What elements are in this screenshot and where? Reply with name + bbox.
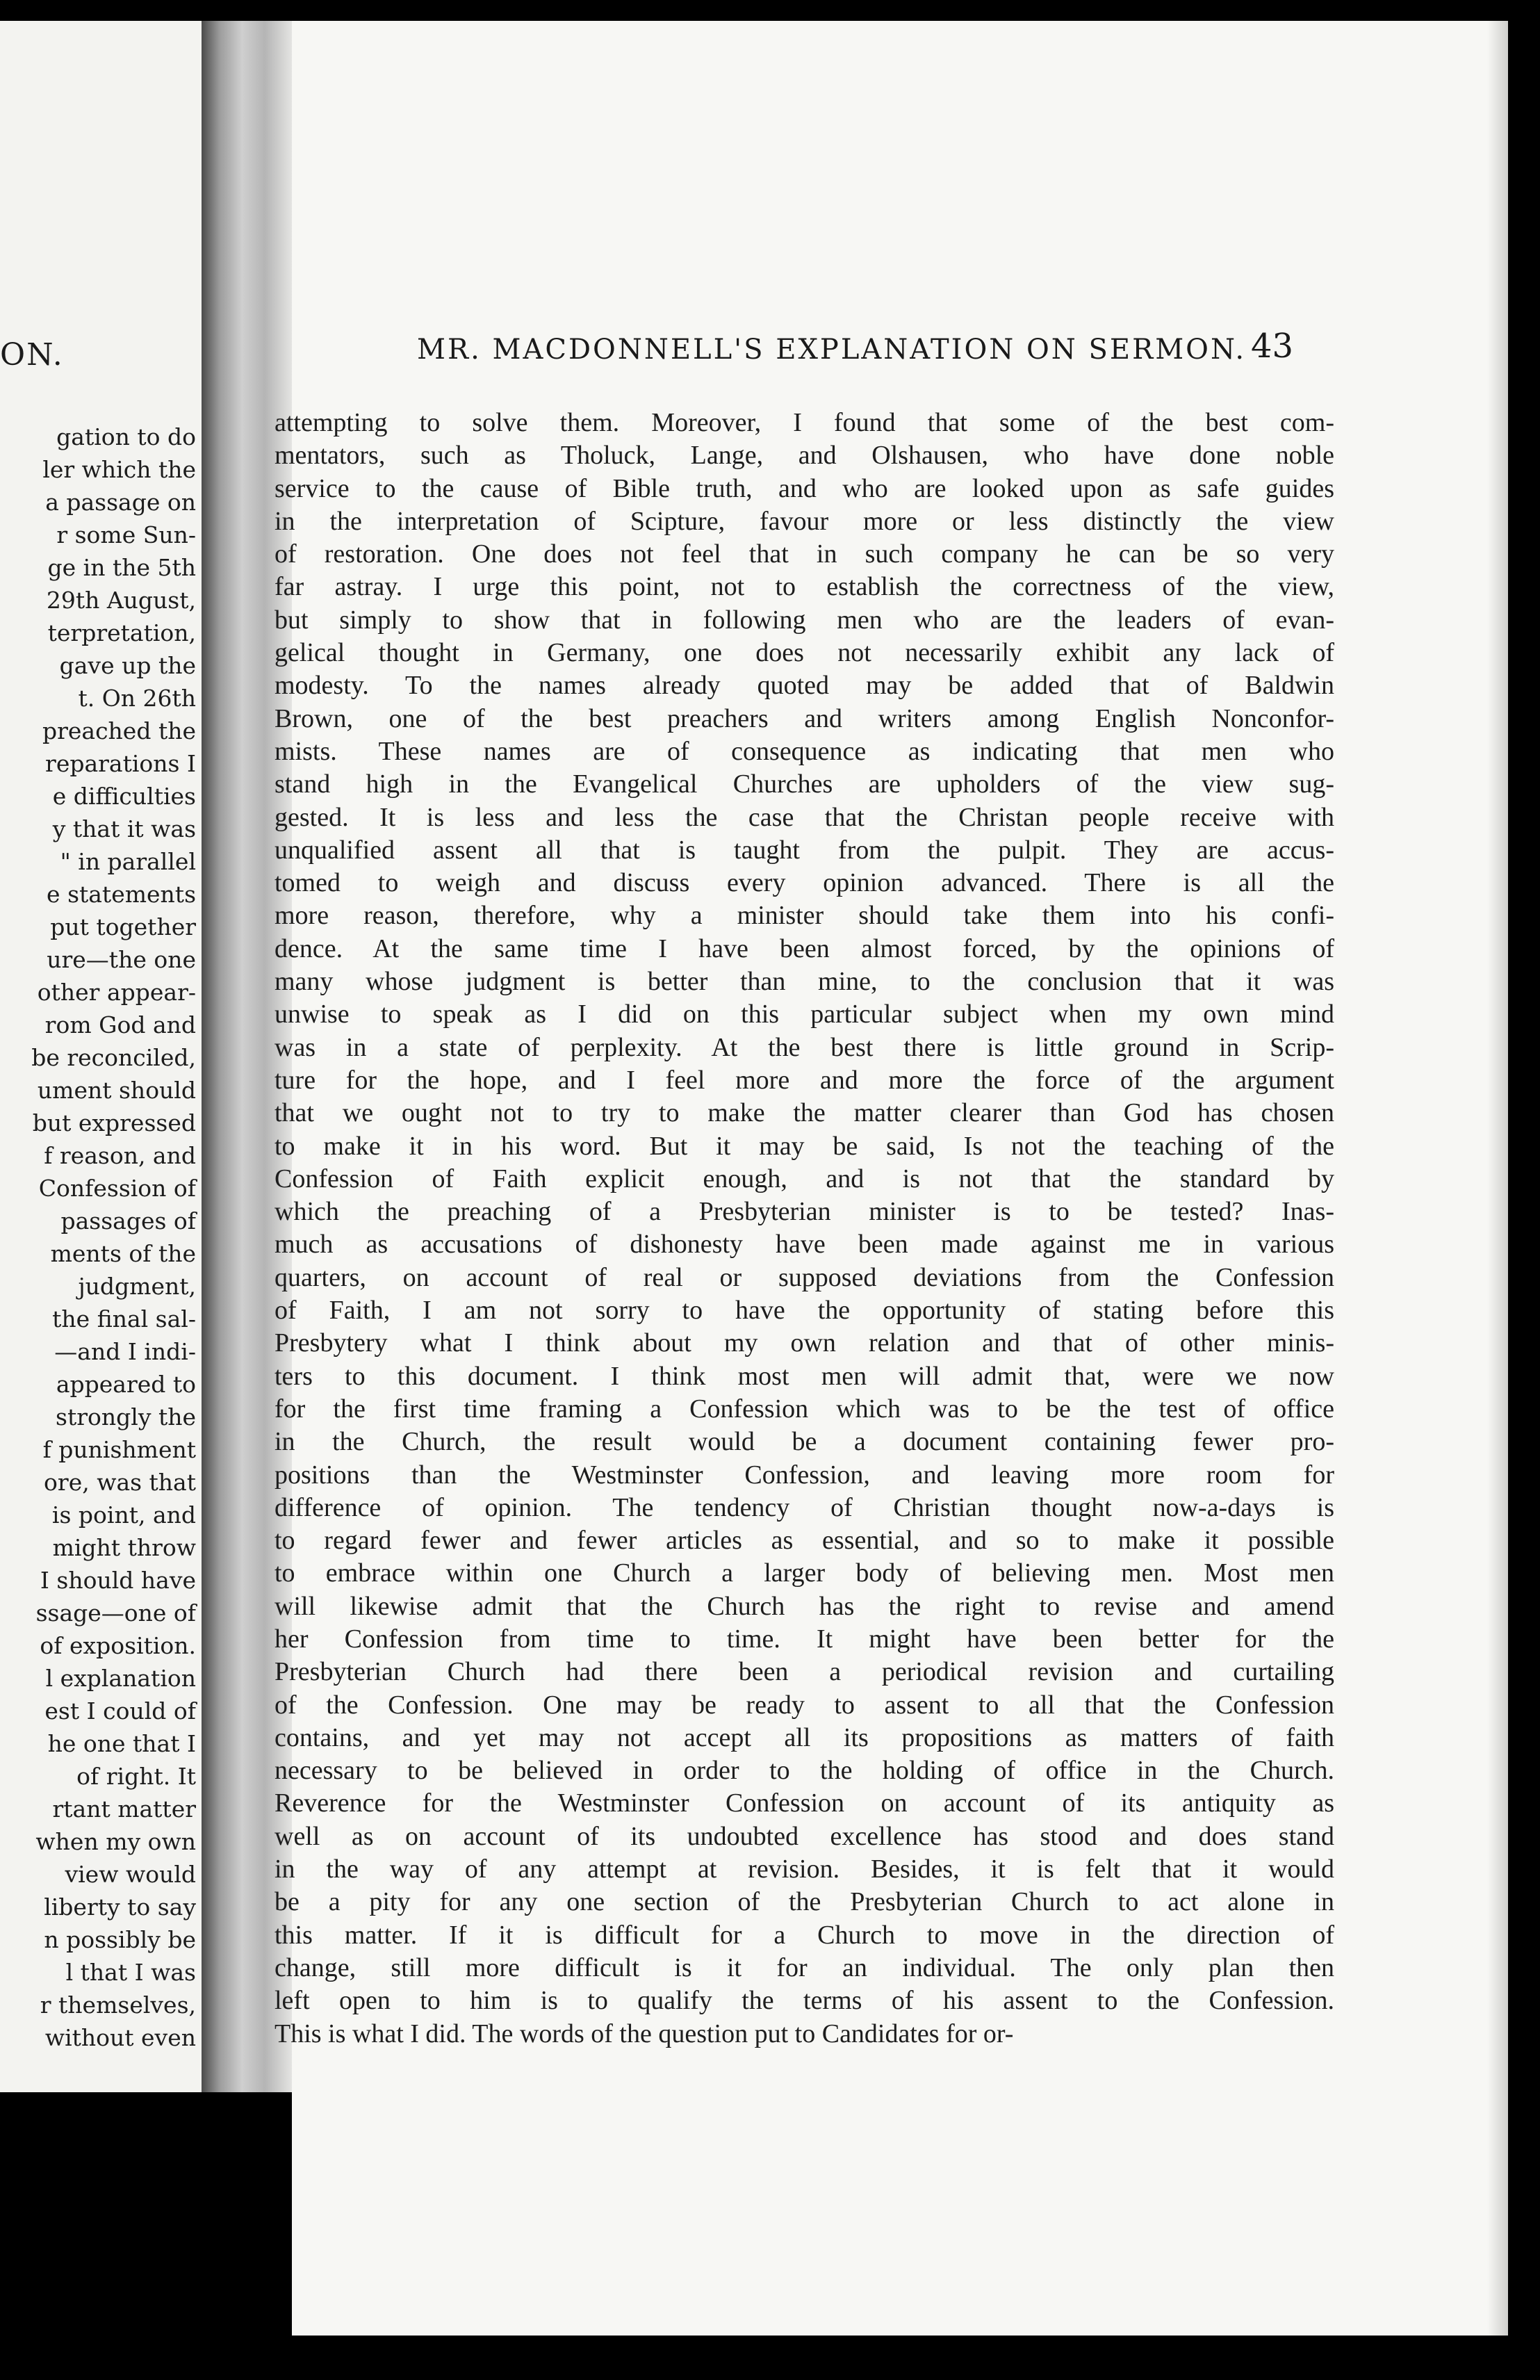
- text-line: unwise to speak as I did on this particular subject when my own mind: [275, 1000, 1334, 1029]
- left-text-line: f punishment: [42, 1436, 196, 1463]
- text-line: contains, and yet may not accept all its propositions as matters of faith: [275, 1722, 1334, 1752]
- text-line: Brown, one of the best preachers and writers among English Nonconfor-: [275, 703, 1334, 733]
- left-text-line: gave up the: [59, 652, 196, 679]
- text-line: will likewise admit that the Church has the right to revise and amend: [275, 1591, 1334, 1621]
- text-line: of Faith, I am not sorry to have the opportunity of stating before this: [275, 1296, 1334, 1326]
- text-line: in the Church, the result would be a document containing fewer pro-: [275, 1427, 1334, 1457]
- left-text-line: preached the: [42, 717, 196, 744]
- left-text-line: t. On 26th: [78, 685, 196, 712]
- left-text-line: ument should: [37, 1077, 196, 1104]
- text-line: change, still more difficult is it for an individual. The only plan then: [275, 1953, 1334, 1982]
- left-text-line: y that it was: [52, 815, 196, 842]
- text-line: left open to him is to qualify the terms of his assent to the Confession.: [275, 1986, 1334, 2016]
- text-line: to embrace within one Church a larger body of believing men. Most men: [275, 1558, 1334, 1588]
- left-text-line: ore, was that: [44, 1469, 196, 1496]
- left-text-line: of exposition.: [40, 1632, 196, 1659]
- text-line: of the Confession. One may be ready to assent to all that the Confession: [275, 1690, 1334, 1720]
- left-text-line: ments of the: [50, 1240, 196, 1267]
- text-line: ture for the hope, and I feel more and more the force of the argument: [275, 1065, 1334, 1095]
- left-text-line: —and I indi-: [54, 1338, 196, 1365]
- text-line: in the interpretation of Scipture, favour more or less distinctly the view: [275, 506, 1334, 536]
- text-line: mists. These names are of consequence as indicating that men who: [275, 736, 1334, 766]
- left-text-line: est I could of: [44, 1697, 196, 1725]
- text-line: stand high in the Evangelical Churches are upholders of the view sug-: [275, 769, 1334, 799]
- text-line: her Confession from time to time. It might have been better for the: [275, 1624, 1334, 1654]
- left-text-line: l that I was: [65, 1959, 196, 1986]
- left-text-line: judgment,: [78, 1273, 196, 1300]
- text-line: dence. At the same time I have been almost forced, by the opinions of: [275, 934, 1334, 963]
- left-text-line: other appear-: [37, 979, 196, 1006]
- text-line: gelical thought in Germany, one does not necessarily exhibit any lack of: [275, 638, 1334, 668]
- left-text-line: but expressed: [32, 1109, 196, 1136]
- text-line: much as accusations of dishonesty have been made against me in various: [275, 1230, 1334, 1260]
- left-text-line: ure—the one: [47, 946, 196, 973]
- text-line: gested. It is less and less the case that the Christan people receive with: [275, 802, 1334, 832]
- left-text-line: view would: [65, 1861, 196, 1888]
- left-text-line: e statements: [47, 881, 196, 908]
- left-text-line: liberty to say: [44, 1893, 196, 1921]
- text-line: for the first time framing a Confession which was to be the test of office: [275, 1394, 1334, 1424]
- text-line: which the preaching of a Presbyterian minister is to be tested? Inas-: [275, 1197, 1334, 1227]
- left-text-line: might throw: [52, 1534, 196, 1561]
- text-line: of restoration. One does not feel that in such company he can be so very: [275, 539, 1334, 569]
- left-text-line: ge in the 5th: [47, 554, 196, 581]
- text-line: to regard fewer and fewer articles as essential, and so to make it possible: [275, 1526, 1334, 1556]
- text-line: quarters, on account of real or supposed deviations from the Confession: [275, 1262, 1334, 1292]
- text-line: was in a state of perplexity. At the best there is little ground in Scrip-: [275, 1032, 1334, 1062]
- running-head: MR. MACDONNELL'S EXPLANATION ON SERMON.: [417, 334, 1247, 366]
- left-text-line: rom God and: [44, 1011, 196, 1038]
- text-line: Presbyterian Church had there been a periodical revision and curtailing: [275, 1657, 1334, 1687]
- text-line: to make it in his word. But it may be said, Is not the teaching of the: [275, 1131, 1334, 1161]
- left-text-line: of right. It: [76, 1763, 196, 1790]
- text-line: Reverence for the Westminster Confession on account of its antiquity as: [275, 1788, 1334, 1818]
- left-text-line: 29th August,: [46, 587, 196, 614]
- left-text-line: n possibly be: [44, 1926, 196, 1953]
- text-line: modesty. To the names already quoted may be added that of Baldwin: [275, 671, 1334, 701]
- text-line: be a pity for any one section of the Presbyterian Church to act alone in: [275, 1887, 1334, 1917]
- text-line: unqualified assent all that is taught from the pulpit. They are accus-: [275, 835, 1334, 865]
- text-line: but simply to show that in following men who are the leaders of evan-: [275, 605, 1334, 635]
- text-line: necessary to be believed in order to the holding of office in the Church.: [275, 1756, 1334, 1786]
- left-text-line: e difficulties: [52, 783, 196, 810]
- text-line: This is what I did. The words of the question put to Candidates for or-: [275, 2019, 1014, 2048]
- left-text-line: without even: [44, 2024, 196, 2051]
- left-text-line: is point, and: [51, 1501, 196, 1529]
- left-text-line: r some Sun-: [56, 521, 196, 548]
- body-text-column: [275, 407, 1334, 2051]
- text-line: service to the cause of Bible truth, and who are looked upon as safe guides: [275, 473, 1334, 503]
- left-text-line: reparations I: [45, 750, 196, 777]
- left-text-line: he one that I: [47, 1730, 196, 1757]
- left-text-line: gation to do: [56, 423, 196, 450]
- text-line: well as on account of its undoubted excellence has stood and does stand: [275, 1821, 1334, 1851]
- left-text-line: appeared to: [56, 1371, 196, 1398]
- page-edge-shadow: [1487, 21, 1508, 2336]
- text-line: difference of opinion. The tendency of Christian thought now-a-days is: [275, 1492, 1334, 1522]
- left-text-line: a passage on: [45, 489, 196, 516]
- text-line: positions than the Westminster Confession, and leaving more room for: [275, 1460, 1334, 1490]
- text-line: this matter. If it is difficult for a Church to move in the direction of: [275, 1920, 1334, 1950]
- text-line: in the way of any attempt at revision. Besides, it is felt that it would: [275, 1855, 1334, 1884]
- text-line: that we ought not to try to make the matter clearer than God has chosen: [275, 1098, 1334, 1128]
- left-text-line: the final sal-: [52, 1305, 196, 1332]
- text-line: ters to this document. I think most men will admit that, were we now: [275, 1361, 1334, 1391]
- left-text-line: put together: [50, 913, 196, 940]
- left-facing-page: [0, 21, 208, 2092]
- left-page-header-fragment: ON.: [0, 337, 64, 373]
- text-line: attempting to solve them. Moreover, I found that some of the best com-: [275, 408, 1334, 437]
- text-line: mentators, such as Tholuck, Lange, and Olshausen, who have done noble: [275, 441, 1334, 471]
- left-text-line: I should have: [40, 1567, 196, 1594]
- text-line: far astray. I urge this point, not to establish the correctness of the view,: [275, 572, 1334, 602]
- left-text-line: passages of: [60, 1207, 196, 1234]
- left-text-line: l explanation: [45, 1665, 196, 1692]
- left-text-line: when my own: [35, 1828, 196, 1855]
- left-text-line: rtant matter: [52, 1795, 196, 1823]
- page-number: 43: [1251, 327, 1294, 366]
- text-line: tomed to weigh and discuss every opinion advanced. There is all the: [275, 868, 1334, 898]
- left-text-line: " in parallel: [60, 848, 196, 875]
- left-text-line: Confession of: [38, 1175, 196, 1202]
- left-page-text-column: [0, 421, 196, 2054]
- text-line: many whose judgment is better than mine, to the conclusion that it was: [275, 967, 1334, 997]
- text-line: Presbytery what I think about my own relation and that of other minis-: [275, 1328, 1334, 1358]
- left-text-line: f reason, and: [44, 1142, 196, 1169]
- text-line: more reason, therefore, why a minister should take them into his confi-: [275, 901, 1334, 931]
- left-text-line: ler which the: [42, 456, 196, 483]
- left-text-line: strongly the: [56, 1403, 196, 1431]
- left-text-line: terpretation,: [47, 619, 196, 646]
- left-text-line: be reconciled,: [31, 1044, 196, 1071]
- text-line: Confession of Faith explicit enough, and is not that the standard by: [275, 1164, 1334, 1193]
- left-text-line: ssage—one of: [35, 1599, 196, 1627]
- left-text-line: r themselves,: [40, 1991, 196, 2019]
